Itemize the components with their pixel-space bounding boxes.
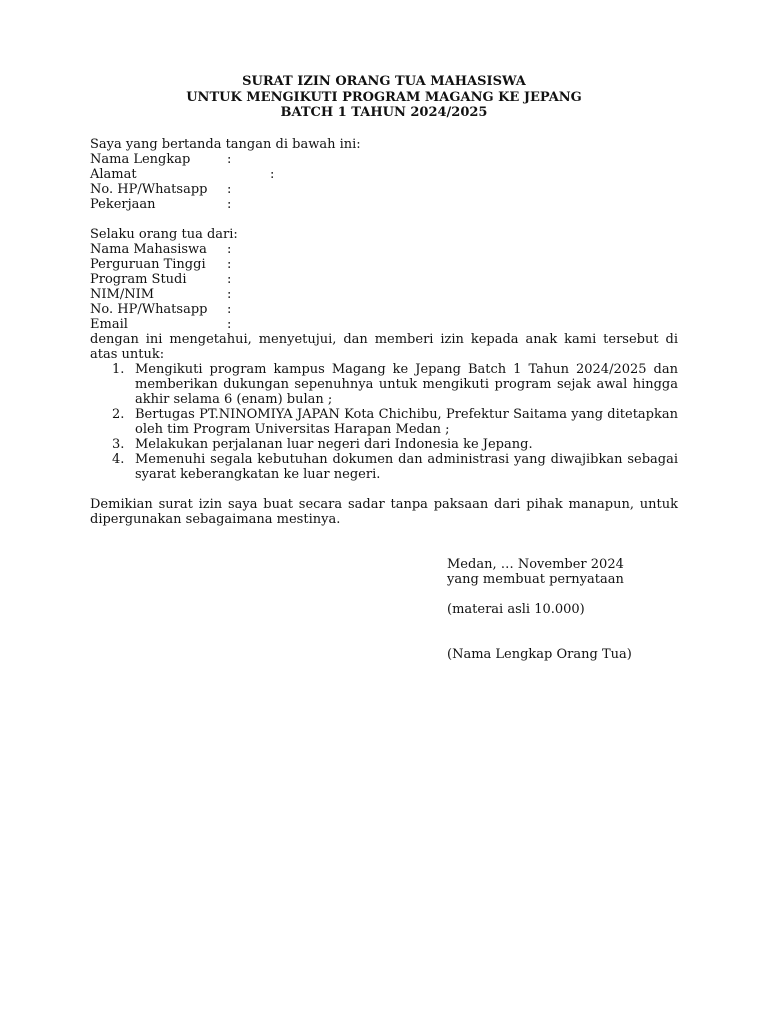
- field-nama-lengkap: [90, 152, 678, 167]
- student-section: [90, 227, 678, 362]
- parent-section: [90, 137, 678, 212]
- list-number: 1.: [112, 362, 125, 377]
- consent-paragraph: dengan ini mengetahui, menyetujui, dan memberi izin kepada anak kami tersebut di atas untuk:: [90, 332, 678, 362]
- list-number: 2.: [112, 407, 125, 422]
- field-label: No. HP/Whatsapp: [90, 302, 208, 317]
- field-alamat: [90, 167, 678, 182]
- intro-text: Saya yang bertanda tangan di bawah ini:: [90, 137, 361, 152]
- field-colon: :: [227, 302, 232, 317]
- field-colon: :: [270, 167, 275, 182]
- field-colon: :: [227, 257, 232, 272]
- field-label: Pekerjaan: [90, 197, 156, 212]
- list-item: [90, 362, 678, 407]
- title-line-1: SURAT IZIN ORANG TUA MAHASISWA: [242, 74, 526, 89]
- field-colon: :: [227, 197, 232, 212]
- list-number: 4.: [112, 452, 125, 467]
- field-colon: :: [227, 242, 232, 257]
- field-label: NIM/NIM: [90, 287, 155, 302]
- signature-block: [447, 557, 632, 662]
- permission-list: [90, 362, 678, 482]
- field-colon: :: [227, 182, 232, 197]
- parent-name-placeholder: (Nama Lengkap Orang Tua): [447, 647, 632, 662]
- field-label: Program Studi: [90, 272, 187, 287]
- stamp-note: (materai asli 10.000): [447, 602, 585, 617]
- field-label: No. HP/Whatsapp: [90, 182, 208, 197]
- field-label: Alamat: [90, 167, 137, 182]
- list-item: [90, 452, 678, 482]
- list-number: 3.: [112, 437, 125, 452]
- field-program-studi: [90, 272, 678, 287]
- field-perguruan-tinggi: [90, 257, 678, 272]
- field-colon: :: [227, 152, 232, 167]
- field-colon: :: [227, 287, 232, 302]
- place-date: Medan, … November 2024: [447, 557, 624, 572]
- field-email: [90, 317, 678, 332]
- field-label: Nama Mahasiswa: [90, 242, 207, 257]
- closing-paragraph: Demikian surat izin saya buat secara sadar tanpa paksaan dari pihak manapun, untuk dipergunakan sebagaimana mestinya.: [90, 497, 678, 527]
- title-line-3: BATCH 1 TAHUN 2024/2025: [280, 105, 488, 120]
- spacer: [447, 632, 632, 647]
- spacer: [447, 617, 632, 632]
- title-line-2: UNTUK MENGIKUTI PROGRAM MAGANG KE JEPANG: [186, 89, 582, 105]
- spacer: [447, 587, 632, 602]
- list-text: Memenuhi segala kebutuhan dokumen dan administrasi yang diwajibkan sebagai syarat keberangkatan ke luar negeri.: [135, 452, 678, 482]
- list-text: Melakukan perjalanan luar negeri dari Indonesia ke Jepang.: [135, 437, 533, 452]
- field-student-no-hp: [90, 302, 678, 317]
- letter-title: [0, 74, 768, 121]
- field-nim: [90, 287, 678, 302]
- field-nama-mahasiswa: [90, 242, 678, 257]
- field-label: Email: [90, 317, 128, 332]
- list-item: [90, 437, 678, 452]
- field-label: Nama Lengkap: [90, 152, 191, 167]
- student-intro-text: Selaku orang tua dari:: [90, 227, 238, 242]
- field-label: Perguruan Tinggi: [90, 257, 206, 272]
- field-colon: :: [227, 317, 232, 332]
- list-text: Mengikuti program kampus Magang ke Jepang Batch 1 Tahun 2024/2025 dan memberikan dukungan sepenuhnya untuk mengikuti program sejak awal hingga akhir selama 6 (enam) bulan ;: [135, 362, 678, 407]
- field-pekerjaan: [90, 197, 678, 212]
- field-colon: :: [227, 272, 232, 287]
- field-no-hp: [90, 182, 678, 197]
- list-text: Bertugas PT.NINOMIYA JAPAN Kota Chichibu, Prefektur Saitama yang ditetapkan oleh tim Program Universitas Harapan Medan ;: [135, 407, 678, 437]
- list-item: [90, 407, 678, 437]
- signatory-caption: yang membuat pernyataan: [447, 572, 624, 587]
